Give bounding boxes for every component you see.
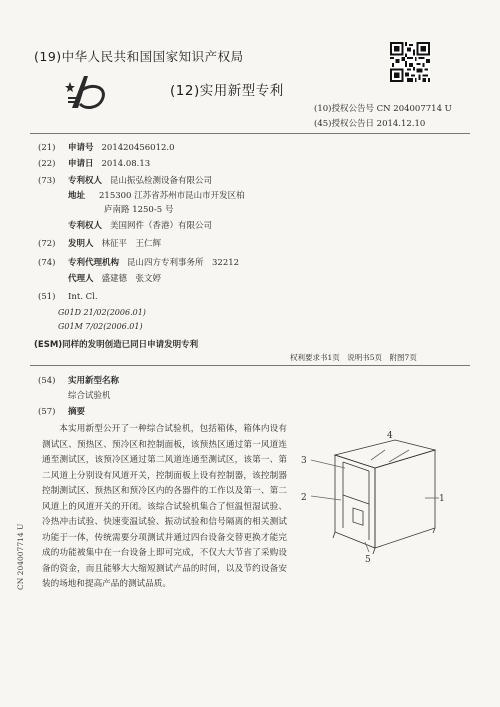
- page-counts: 权利要求书1页 说明书5页 附图7页: [290, 353, 417, 362]
- patent-agency: (74) 专利代理机构 昆山四方专利事务所 32212: [38, 258, 240, 268]
- address-line-2: 庐南路 1250-5 号: [104, 205, 174, 215]
- inventor: (72) 发明人 林征平 王仁辉: [38, 239, 162, 249]
- utility-model-title-heading: (54) 实用新型名称: [38, 376, 120, 386]
- figure-label-4: 4: [387, 431, 393, 441]
- qr-code-icon: [390, 42, 430, 82]
- publication-number-label: (10)授权公告号: [314, 104, 374, 114]
- abstract-text: 本实用新型公开了一种综合试验机，包括箱体，箱体内设有测试区、预热区、预冷区和控制面板，该预热区通过第一风道连通至测试区，该预冷区通过第二风道连通至测试区，该第一、第二风道上分别设有风道开关，控制面板上设有控制器，该控制器控制测试区、预热区和预冷区内的各器件的工作以及第一、第二风道上的风道开关的开闭。该综合试验机集合了恒温恒湿试验、冷热冲击试验、快速变温试验、振动试验和信号隔离的相关测试功能于一体，传统需要分项测试并通过四台设备交替更换才能完成的功能被集中在一台设备上即可完成，不仅大大节省了采购设备的资金，而且能够大大缩短测试产品的时间，以及节约设备安装的场地和提高产品的测试品质。: [42, 424, 287, 589]
- publication-date: [314, 117, 425, 129]
- figure-label-5: 5: [365, 555, 371, 565]
- ipc-class-1: G01D 21/02(2006.01): [58, 308, 146, 317]
- esm-note: (ESM)同样的发明创造已同日申请发明专利: [34, 340, 199, 350]
- side-publication-code: CN 204007714 U: [16, 523, 25, 590]
- issuing-office: (19)中华人民共和国国家知识产权局: [34, 49, 244, 64]
- application-number: (21) 申请号 201420456012.0: [38, 143, 175, 153]
- utility-model-title: 综合试验机: [68, 391, 111, 401]
- abstract-heading: (57) 摘要: [38, 407, 86, 417]
- sipo-logo-icon: [64, 68, 110, 114]
- ipc-class-2: G01M 7/02(2006.01): [58, 322, 143, 331]
- publication-date-label: (45)授权公告日: [314, 119, 374, 129]
- application-date: (22) 申请日 2014.08.13: [38, 159, 151, 169]
- figure-label-3: 3: [301, 456, 307, 466]
- publication-date-value: 2014.12.10: [376, 119, 426, 129]
- publication-number-value: CN 204007714 U: [376, 104, 452, 114]
- publication-number: [314, 102, 452, 114]
- header-divider: [30, 133, 470, 134]
- int-cl: (51) Int. Cl.: [38, 292, 98, 302]
- address: 地址 215300 江苏省苏州市昆山市开发区柏: [68, 191, 245, 201]
- patentee-2: 专利权人 美国网件（香港）有限公司: [68, 221, 213, 231]
- patentee: (73) 专利权人 昆山振弘检测设备有限公司: [38, 176, 213, 186]
- agent: 代理人 盛建德 张文婷: [68, 274, 162, 284]
- section-divider: [30, 365, 470, 366]
- document-type: (12)实用新型专利: [170, 83, 284, 99]
- figure-label-1: 1: [439, 494, 445, 504]
- test-machine-figure: [285, 420, 445, 570]
- figure-label-2: 2: [301, 493, 307, 503]
